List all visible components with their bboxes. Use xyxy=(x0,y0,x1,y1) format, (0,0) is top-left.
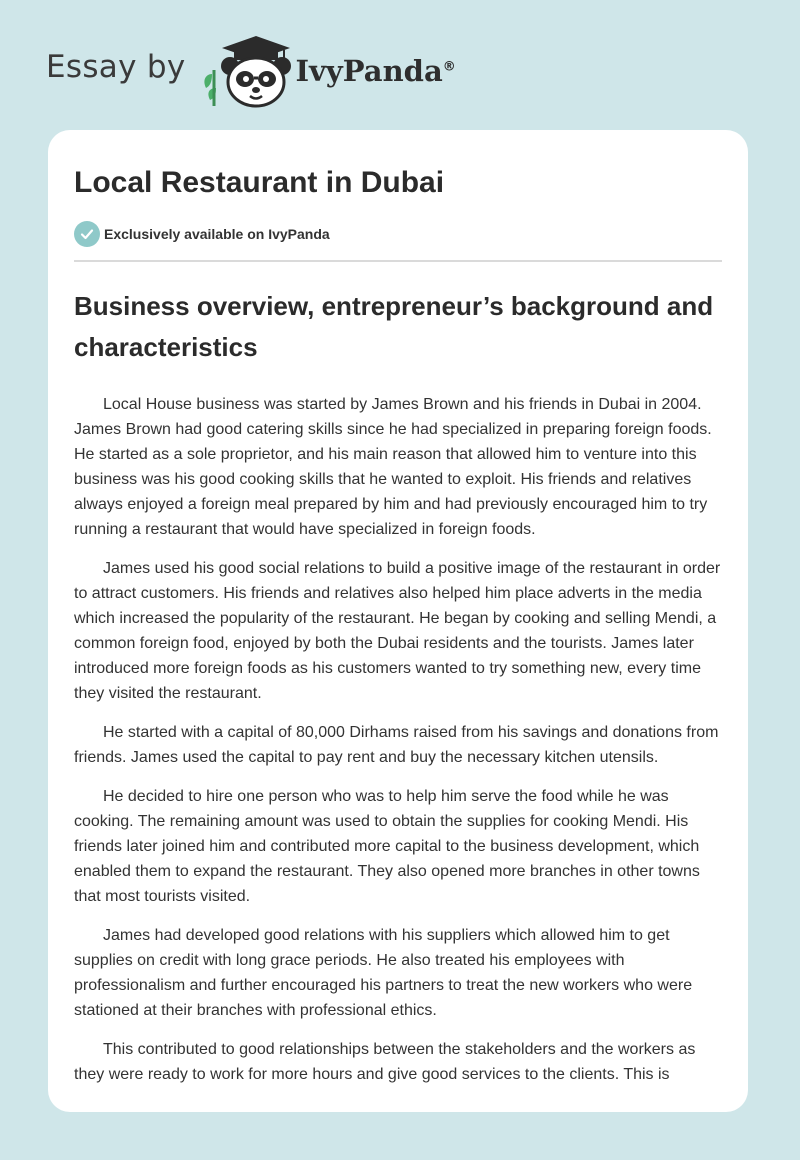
paragraph: Local House business was started by James Brown and his friends in Dubai in 2004. James Brown had good catering skills since he had specialized in preparing foreign foods. He started as a sole proprietor, and his main reason that allowed him to venture into this business was his good cooking skills that he wanted to exploit. His friends and relatives always enjoyed a foreign meal prepared by him and had previously encouraged him to try running a restaurant that would have specialized in foreign foods. xyxy=(74,396,712,538)
paragraph: James had developed good relations with his suppliers which allowed him to get supplies on credit with long grace periods. He also treated his employees with professionalism and further encouraged his partners to treat the new workers who were stationed at their branches with professional ethics. xyxy=(74,927,693,1019)
paragraph: This contributed to good relationships between the stakeholders and the workers as they were ready to work for more hours and give good services to the clients. This is xyxy=(74,1041,696,1083)
brand-name[interactable] xyxy=(296,54,456,88)
brand-prefix: Essay by xyxy=(46,49,186,85)
brand-name-text: IvyPanda xyxy=(295,54,443,88)
divider xyxy=(74,260,722,262)
site-header xyxy=(46,30,456,110)
exclusive-badge-text: Exclusively available on IvyPanda xyxy=(104,226,330,242)
paragraph: He decided to hire one person who was to help him serve the food while he was cooking. The remaining amount was used to obtain the supplies for cooking Mendi. His friends later joined him and contributed more capital to the business development, which enabled them to expand the restaurant. They also opened more branches in other towns that most tourists visited. xyxy=(74,788,700,905)
checkmark-icon xyxy=(74,221,100,247)
article-title: Local Restaurant in Dubai xyxy=(74,166,445,199)
article-card xyxy=(48,130,748,1112)
exclusive-badge xyxy=(74,220,722,248)
section-heading: Business overview, entrepreneur’s background and characteristics xyxy=(74,291,714,362)
paragraph: James used his good social relations to build a positive image of the restaurant in order to attract customers. His friends and relatives also helped him place adverts in the media which increased the popularity of the restaurant. He began by cooking and selling Mendi, a common foreign food, enjoyed by both the Dubai residents and the tourists. James later introduced more foreign foods as his customers wanted to try something new, every time they visited the restaurant. xyxy=(74,560,721,702)
paragraph: He started with a capital of 80,000 Dirhams raised from his savings and donations from friends. James used the capital to pay rent and buy the necessary kitchen utensils. xyxy=(74,724,719,766)
panda-logo-icon[interactable] xyxy=(200,30,292,110)
article-body xyxy=(74,392,722,1087)
registered-mark: ® xyxy=(442,59,456,75)
